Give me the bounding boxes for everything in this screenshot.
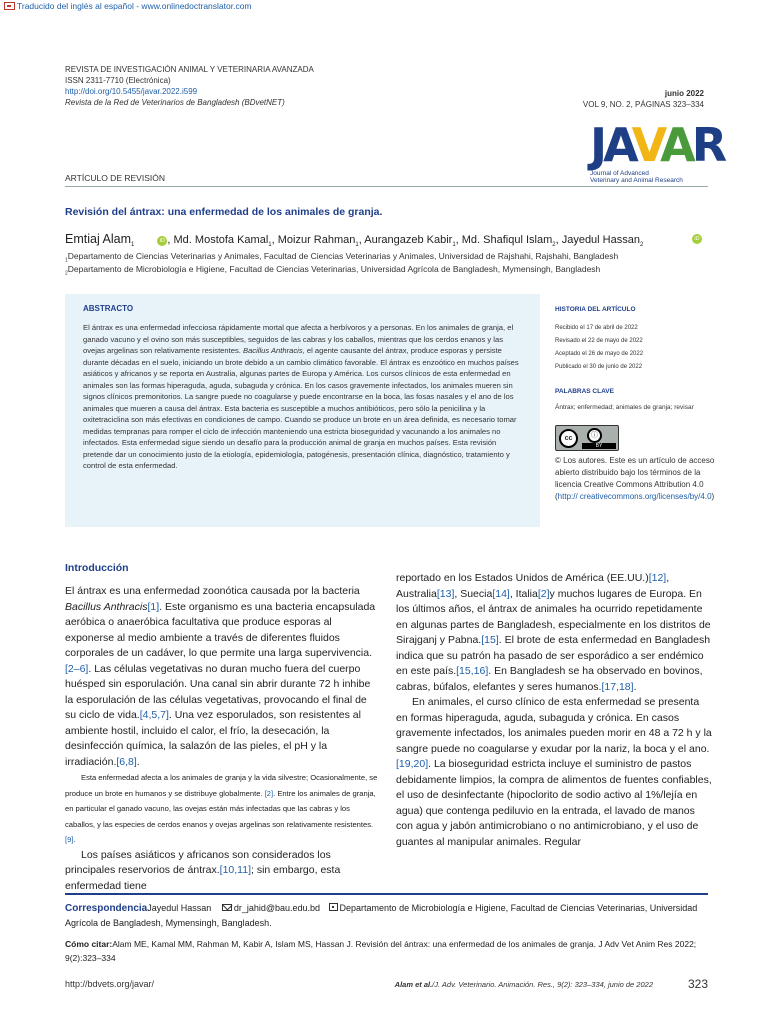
paragraph: reportado en los Estados Unidos de América (EE.UU.)[12], Australia[13], Suecia[14], Italia[2]y muchos lugares de Europa. En los últimos años, el ántrax de animales ha ocurrido repetidamente en algunas partes de Bangladesh, especialmente en los distritos de Sirajganj y Pabna.[15]. El brote de esta enfermedad en Bangladesh indica que su patrón ha pasado de ser esporádico a ser endémico en este país.[15,16]. En Bangladesh se ha observado en bovinos, cabras, búfalos, elefantes y seres humanos.[17,18]. xyxy=(396,572,711,693)
correspondence-address: Departamento de Microbiología e Higiene, Facultad de Ciencias Veterinarias, Universidad Agrícola de Bangladesh, Mymensingh, Bangladesh. xyxy=(65,903,698,928)
citation-link[interactable]: [1] xyxy=(147,600,160,613)
footer-journal-ref: Alam et al./J. Adv. Veterinario. Animación. Res., 9(2): 323–334, junio de 2022 xyxy=(394,980,653,989)
footer-url[interactable]: http://bdvets.org/javar/ xyxy=(65,979,155,989)
translator-banner[interactable] xyxy=(4,1,252,11)
attribution-icon: ⓘ xyxy=(587,428,602,443)
paragraph: En animales, el curso clínico de esta enfermedad se presenta en formas hiperaguda, aguda, subaguda y crónica. En casos gravemente infectados, los animales pueden morir en 48 a 72 h y la sangre puede no coagularse y exudar por la nariz, la boca y el ano.[19,20]. La bioseguridad estricta incluye el suministro de pastos debidamente limpios, la compra de alimentos de fuentes confiables, el uso de desinfectante (hipoclorito de sodio activo al 1%/lejía en agua) que contenga pediluvio en la entrada, el lavado de manos con agua y jabón antimicrobiano o no antimicrobiano, y el uso de guantes al manipular animales. Regular xyxy=(396,696,712,848)
citation-link[interactable]: [15,16] xyxy=(456,665,489,677)
citation-link[interactable]: [19,20] xyxy=(396,758,429,770)
history-published: Publicado el 30 de junio de 2022 xyxy=(555,364,643,370)
orcid-icon[interactable]: iD xyxy=(692,234,702,244)
abstract-text: El ántrax es una enfermedad infecciosa rápidamente mortal que afecta a herbívoros y a personas. En los animales de granja, el ganado vacuno y el ovino son más susceptibles, seguidos de las cabras y los caballos, mientras que los cerdos enanos y las ovejas argelinas son relativamente resistentes. Bacillus Anthracis, el agente causante del ántrax, produce esporas y persiste durante décadas en el suelo, iniciando un brote debido a un cambio climático favorable. El ántrax es enzoótico en muchos países asiáticos y africanos y se reporta en Australia, algunas partes de Europa y América. Los cursos clínicos de esta enfermedad en animales son las formas hiperaguda, aguda, subaguda y crónica. En los casos gravemente infectados, los animales mueren sin signos clínicos premonitorios. La sangre puede no coagularse y puede encontrarse en la boca, las fosas nasales y el ano de los animales que mueren a causa del ántrax. Esta bacteria es susceptible a muchos antibióticos, pero sólo la penicilina y la oxitetraciclina son más efectivas en condiciones de campo. Cuando se produce un brote en un área definida, es necesario tomar medidas tempranas para romper el ciclo de infección manteniendo una estricta bioseguridad y vacunando a los animales no infectados. Esta enfermedad sigue siendo un desafío para la producción animal de granja en muchos países. Esta revisión pretende dar un conocimiento justo de la etiología, epidemiología, patogénesis, presentación clínica, diagnóstico, tratamiento y control de esta enfermedad. xyxy=(83,323,519,470)
author-name: , Moizur Rahman xyxy=(271,234,356,246)
abstract-heading: ABSTRACTO xyxy=(83,304,134,313)
journal-name: REVISTA DE INVESTIGACIÓN ANIMAL Y VETERINARIA AVANZADA xyxy=(65,65,314,74)
javar-logo xyxy=(590,118,724,184)
citation-link[interactable]: [2–6] xyxy=(65,662,89,675)
article-title: Revisión del ántrax: una enfermedad de los animales de granja. xyxy=(65,206,383,218)
license-text: © Los autores. Este es un artículo de acceso abierto distribuido bajo los términos de la licencia Creative Commons Attribution 4.0 (http:// creativecommons.org/licenses/by/4.0) xyxy=(555,456,715,501)
affiliation-1: $_1$Departamento de Ciencias Veterinarias y Animales, Facultad de Ciencias Veterinarias y Animales, Universidad de Rajshahi, Rajshahi, Bangladesh xyxy=(65,251,619,264)
citation-link[interactable]: [15] xyxy=(481,634,499,646)
author-name: , Md. Shafiqul Islam xyxy=(455,234,553,246)
mail-icon xyxy=(222,904,232,911)
body-column-right xyxy=(396,571,712,850)
issn: ISSN 2311-7710 (Electrónica) xyxy=(65,76,171,85)
citation-link[interactable]: [12] xyxy=(648,572,667,584)
author-name: , Md. Mostofa Kamal xyxy=(167,234,269,246)
license-link[interactable]: http:// creativecommons.org/licenses/by/4.0 xyxy=(557,492,712,501)
citation-link[interactable]: [6,8] xyxy=(116,755,137,768)
correspondence xyxy=(65,901,715,930)
logo-letters: JAVAR xyxy=(590,118,724,172)
article-sidebar xyxy=(555,306,715,503)
header-divider xyxy=(65,186,708,187)
translate-icon xyxy=(4,2,15,10)
paragraph: El ántrax es una enfermedad zoonótica causada por la bacteria Bacillus Anthracis[1]. Este organismo es una bacteria encapsulada aeróbica o anaeróbica facultativa que produce esporas al exponerse al medio ambiente a través de diferentes fluidos corporales de un cadáver, lo que permite una larga supervivencia.[2–6]. Las células vegetativas no duran mucho fuera del cuerpo huésped sin esporulación. Una canal sin abrir durante 72 h inhibe la esporulación de las células vegetativas, provocando el final de su ciclo de vida.[4,5,7]. Una vez esporulados, son resistentes al ambiente hostil, incluido el calor, el frío, la desecación, la desinfección química, la salazón de las pieles, el pH y la irradiación.[6,8]. xyxy=(65,585,376,768)
cite-as xyxy=(65,937,715,965)
citation-link[interactable]: [17,18] xyxy=(601,680,634,693)
issue-info xyxy=(583,88,704,110)
history-heading: HISTORIA DEL ARTÍCULO xyxy=(555,306,636,313)
correspondence-label: Correspondencia xyxy=(65,903,148,914)
history-revised: Revisado el 22 de mayo de 2022 xyxy=(555,338,643,344)
affiliation-2: $_2$Departamento de Microbiología e Higiene, Facultad de Ciencias Veterinarias, Universidad Agrícola de Bangladesh, Mymensingh, Bangladesh xyxy=(65,264,601,277)
citation-link[interactable]: [4,5,7] xyxy=(139,709,169,721)
keywords-heading: PALABRAS CLAVE xyxy=(555,388,614,395)
citation-link[interactable]: [2] xyxy=(537,587,550,600)
abstract-box xyxy=(65,294,540,527)
author-name: , Aurangazeb Kabir xyxy=(358,234,453,246)
issue-date: junio 2022 xyxy=(664,89,704,98)
author-list: Emtiaj Alam$_1$ iD , Md. Mostofa Kamal$_1$, Moizur Rahman$_1$, Aurangazeb Kabir$_1$, Md. Shafiqul Islam$_2$, Jayedul Hassan$_2$ xyxy=(65,232,644,249)
history-accepted: Aceptado el 26 de mayo de 2022 xyxy=(555,351,644,357)
paragraph: Esta enfermedad afecta a los animales de granja y la vida silvestre; Ocasionalmente, se produce un brote en humanos y se distribuye globalmente. [2]. Entre los animales de granja, en particular el ganado vacuno, las ovejas están más infectadas que las cabras y los caballos, y las especies de cerdos enanos y ovejas argelinas son relativamente resistentes.[9]. xyxy=(65,773,378,844)
volume-info: VOL 9, NO. 2, PÁGINAS 323–334 xyxy=(582,100,704,109)
author-name: Emtiaj Alam xyxy=(65,232,131,246)
citation-link[interactable]: [13] xyxy=(436,587,455,600)
citation-link[interactable]: [14] xyxy=(492,587,510,600)
footnote-divider xyxy=(65,893,708,895)
cite-as-text: Alam ME, Kamal MM, Rahman M, Kabir A, Islam MS, Hassan J. Revisión del ántrax: una enfermedad de los animales de granja. J Adv Vet Anim Res 2022; 9(2):323–334 xyxy=(65,939,697,963)
intro-heading: Introducción xyxy=(65,562,129,574)
translator-link[interactable]: Traducido del inglés al español - www.onlinedoctranslator.com xyxy=(17,1,252,11)
doi-link[interactable]: http://doi.org/10.5455/javar.2022.i599 xyxy=(65,87,198,96)
publisher: Revista de la Red de Veterinarios de Bangladesh (BDvetNET) xyxy=(65,98,285,107)
article-type: ARTÍCULO DE REVISIÓN xyxy=(65,173,165,183)
journal-header xyxy=(65,64,314,108)
correspondence-name: Jayedul Hassan xyxy=(147,903,212,913)
keywords: Ántrax; enfermedad; animales de granja; revisar xyxy=(555,404,694,411)
email-link[interactable]: dr_jahid@bau.edu.bd xyxy=(233,903,321,913)
citation-link[interactable]: [10,11] xyxy=(219,864,251,876)
author-name: , Jayedul Hassan xyxy=(555,234,640,246)
page-number: 323 xyxy=(687,977,708,991)
citation-link[interactable]: [9] xyxy=(65,835,74,844)
logo-subtitle: Journal of Advanced Veterinary and Animal Research xyxy=(590,170,683,184)
body-column-left xyxy=(65,584,378,894)
building-icon xyxy=(329,903,338,911)
orcid-icon[interactable]: iD xyxy=(157,236,167,246)
paragraph: Los países asiáticos y africanos son considerados los principales reservorios de ántrax.[10,11]; sin embargo, esta enfermedad tiene xyxy=(65,848,341,892)
history-received: Recibido el 17 de abril de 2022 xyxy=(555,325,638,331)
cc-by-license-icon[interactable]: cc ⓘ BY xyxy=(555,425,619,451)
cite-as-label: Cómo citar: xyxy=(65,939,113,949)
citation-link[interactable]: [2] xyxy=(264,788,274,798)
